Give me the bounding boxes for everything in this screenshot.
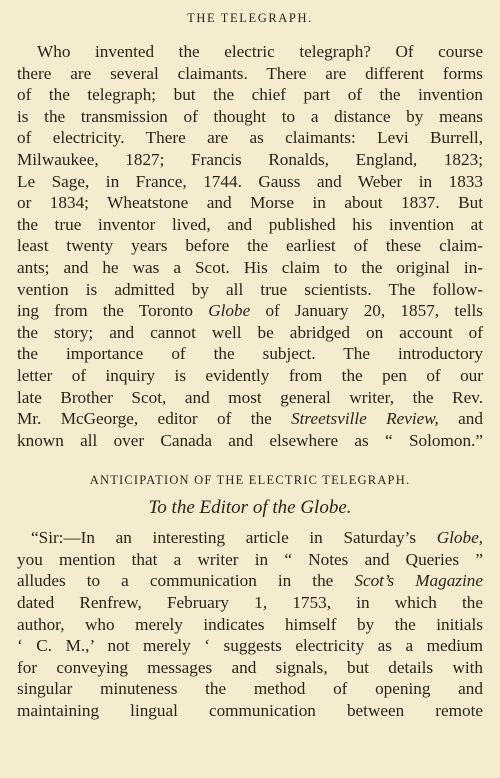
text-line (17, 192, 483, 214)
text-line (17, 592, 483, 614)
paragraph-letter (17, 527, 483, 721)
text-run: known all over Canada and elsewhere as “ Solomon.” (17, 430, 483, 450)
italic-title-globe: Globe, (436, 528, 483, 548)
italic-title-streetsville-review: Streetsville Review, (291, 409, 439, 429)
text-line (17, 41, 483, 63)
text-run: of January 20, 1857, tells (250, 301, 483, 321)
text-run: ants; and he was a Scot. His claim to the original in- (17, 257, 483, 277)
text-line (17, 365, 483, 387)
text-run: is the transmission of thought to a distance by means (17, 106, 483, 126)
text-run: you mention that a writer in “ Notes and Queries ” (17, 549, 483, 569)
italic-title-globe: Globe (208, 301, 251, 321)
text-run: there are several claimants. There are different forms (17, 63, 483, 83)
text-line (17, 570, 483, 592)
text-run: of the telegraph; but the chief part of the invention (17, 85, 483, 105)
text-run: and (438, 409, 483, 429)
text-line (17, 171, 483, 193)
text-line (17, 408, 483, 430)
paragraph-telegraph-claimants (17, 41, 483, 451)
text-line (17, 63, 483, 85)
text-line (17, 343, 483, 365)
text-line (17, 149, 483, 171)
text-run: the story; and cannot well be abridged on account of (17, 322, 483, 342)
text-run: singular minuteness the method of opening and (17, 679, 483, 699)
text-run: Mr. McGeorge, editor of the (17, 409, 292, 429)
text-line (17, 657, 483, 679)
text-run: of electricity. There are as claimants: Levi Burrell, (17, 128, 483, 148)
text-line (17, 235, 483, 257)
italic-title-scots-magazine: Scot’s Magazine (354, 571, 483, 591)
text-line (17, 300, 483, 322)
text-run: least twenty years before the earliest of these claim- (17, 236, 483, 256)
text-run: dated Renfrew, February 1, 1753, in which the (17, 593, 483, 613)
text-line (17, 549, 483, 571)
text-run: for conveying messages and signals, but details with (17, 657, 483, 677)
section-heading: ANTICIPATION OF THE ELECTRIC TELEGRAPH. (89, 473, 411, 488)
text-line (17, 527, 483, 549)
text-run: Le Sage, in France, 1744. Gauss and Weber in 1833 (17, 171, 483, 191)
text-run: Who invented the electric telegraph? Of course (37, 42, 483, 61)
text-run: alludes to a communication in the (17, 571, 355, 591)
text-line (17, 700, 483, 722)
text-run: author, who merely indicates himself by the initials (17, 614, 483, 634)
spacer (17, 451, 483, 469)
text-line (17, 279, 483, 301)
text-run: late Brother Scot, and most general writer, the Rev. (17, 387, 483, 407)
text-line (17, 84, 483, 106)
text-run: vention is admitted by all true scientists. The follow- (17, 279, 483, 299)
text-line (17, 678, 483, 700)
text-run: Milwaukee, 1827; Francis Ronalds, England, 1823; (17, 149, 483, 169)
text-run: the importance of the subject. The introductory (17, 344, 483, 364)
text-line (17, 614, 483, 636)
text-line (17, 214, 483, 236)
text-line (17, 257, 483, 279)
text-line (17, 430, 483, 452)
text-run: ing from the Toronto (17, 301, 209, 321)
text-line (17, 322, 483, 344)
text-run: maintaining lingual communication between remote (17, 701, 483, 721)
letter-salutation-heading: To the Editor of the Globe. (148, 497, 352, 519)
text-run: letter of inquiry is evidently from the pen of our (17, 365, 483, 385)
text-line (17, 387, 483, 409)
text-line (17, 127, 483, 149)
text-run: ‘ C. M.,’ not merely ‘ suggests electricity as a medium (17, 636, 483, 656)
text-run: the true inventor lived, and published his invention at (17, 214, 483, 234)
text-run: or 1834; Wheatstone and Morse in about 1837. But (17, 193, 483, 213)
running-head: THE TELEGRAPH. (187, 11, 313, 25)
text-line (17, 106, 483, 128)
text-run: “Sir:—In an interesting article in Saturday’s (31, 528, 437, 548)
text-line (17, 635, 483, 657)
